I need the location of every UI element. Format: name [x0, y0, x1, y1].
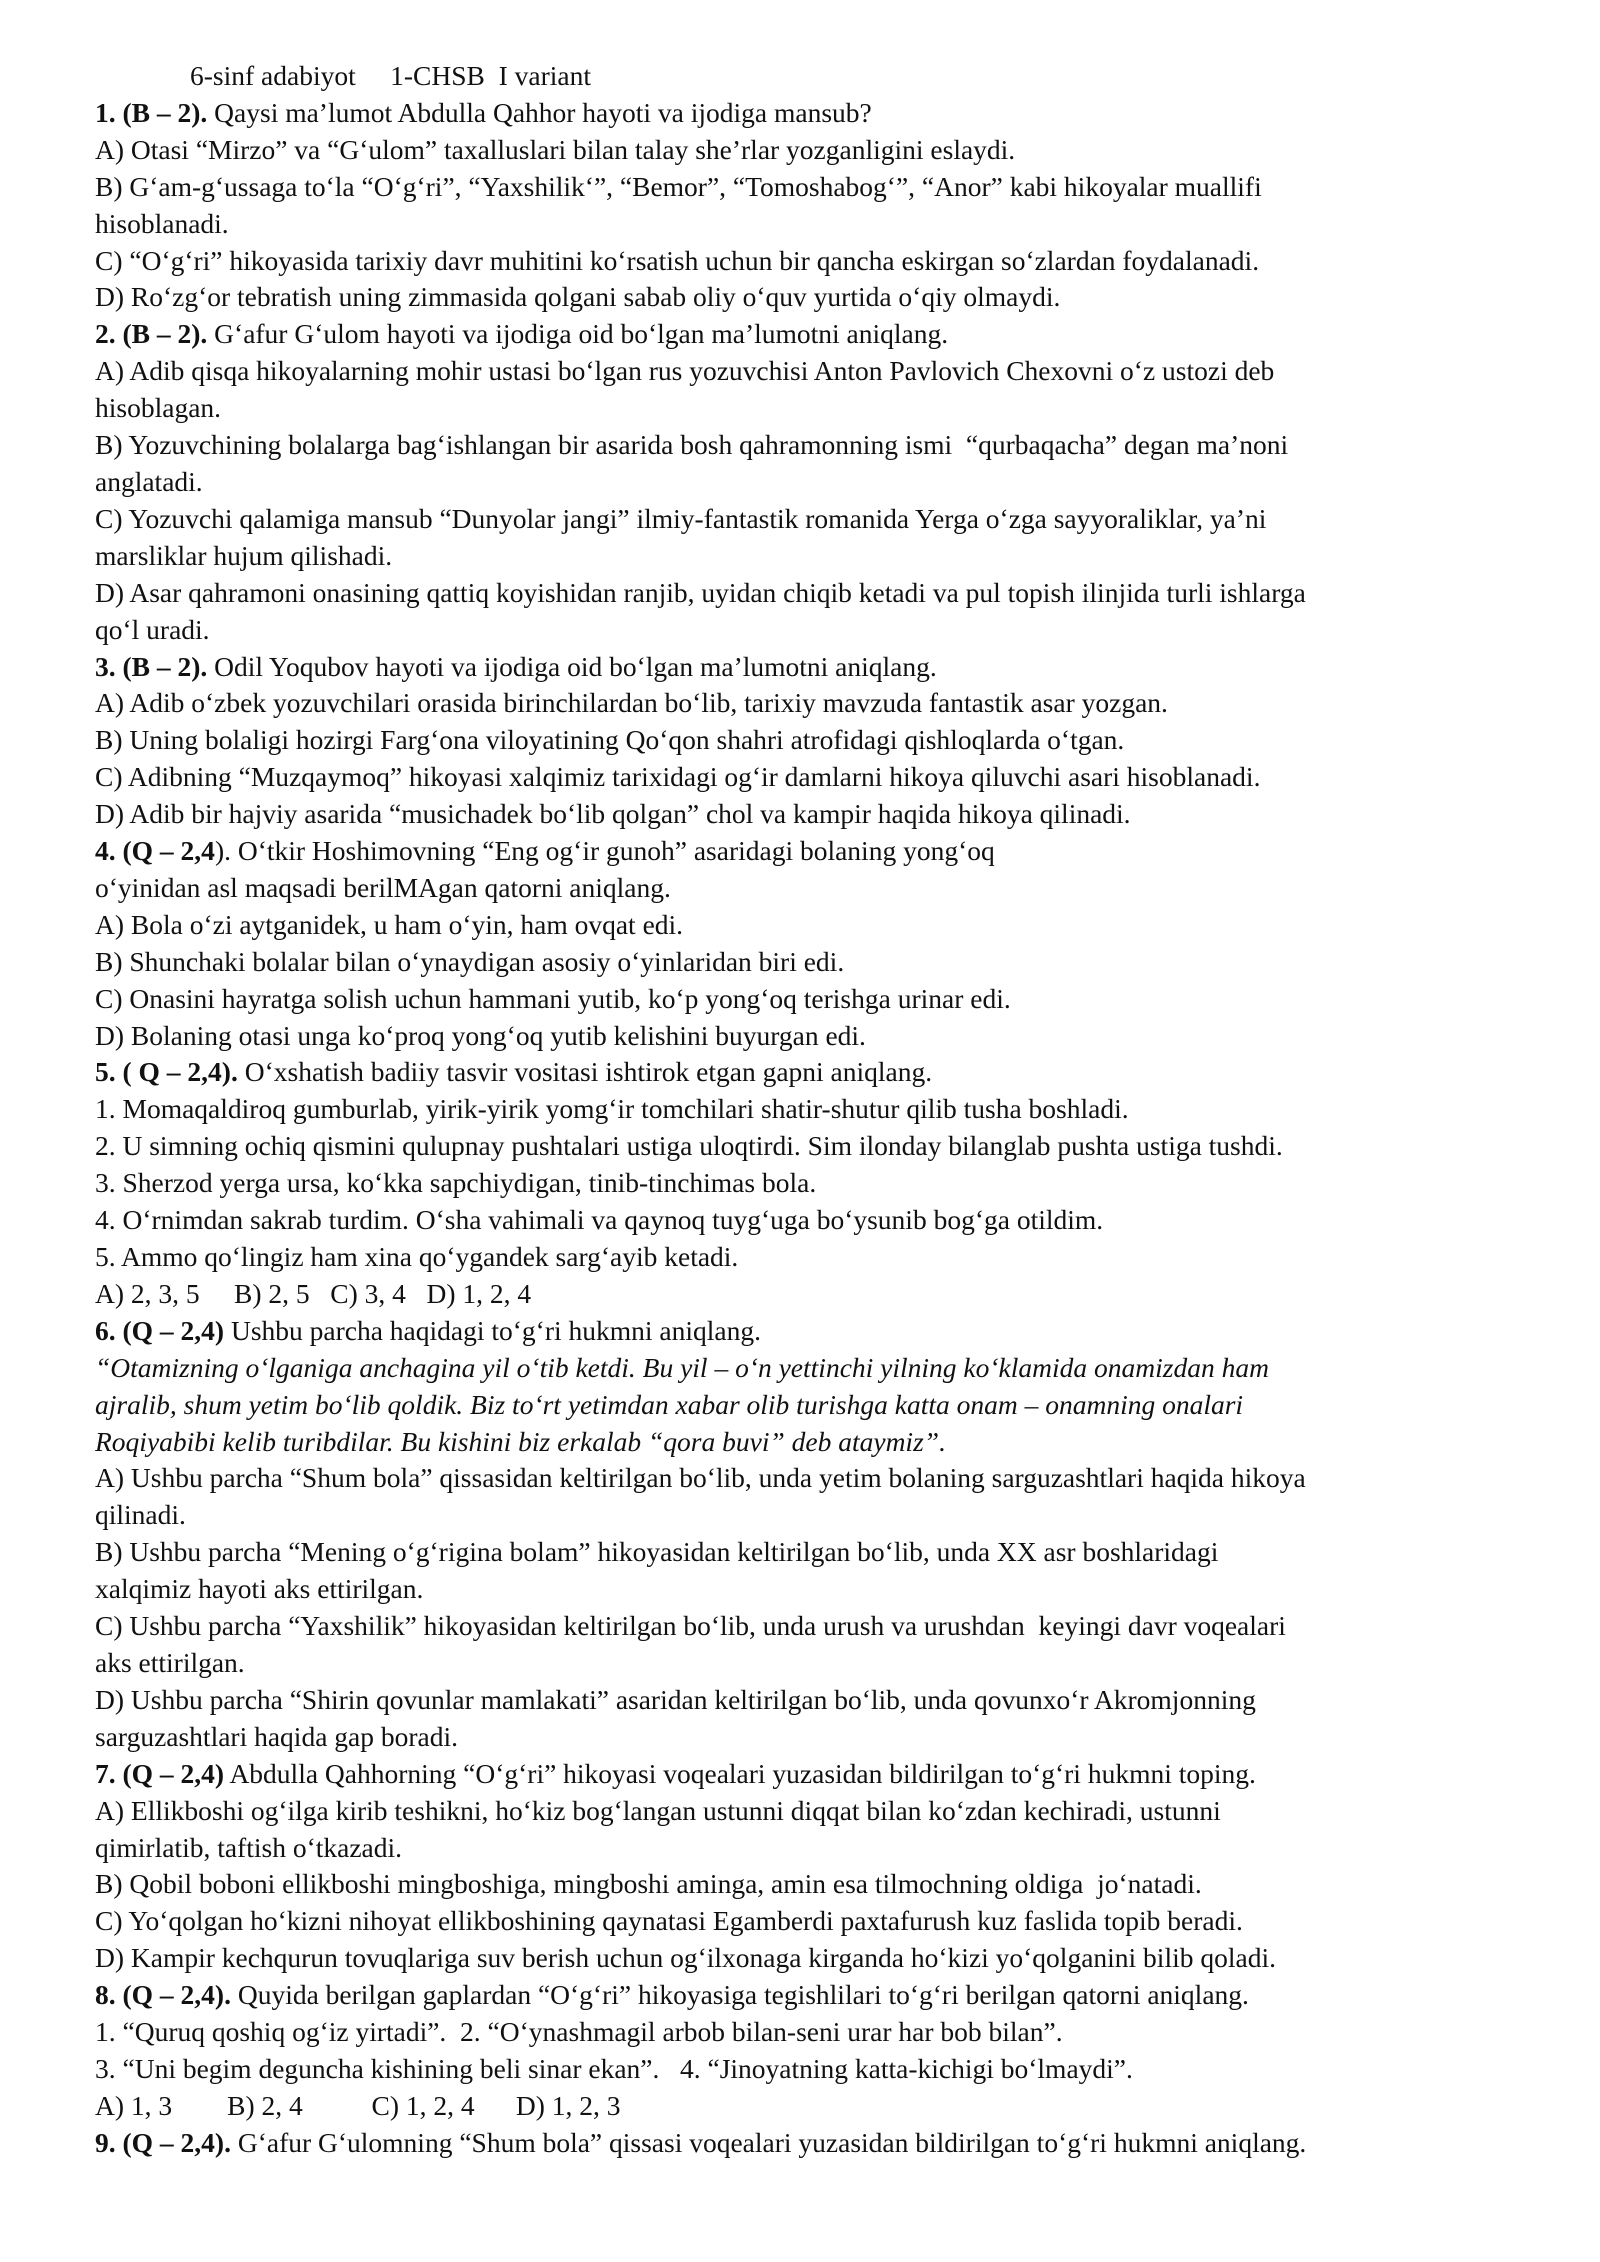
answer-option: D) Ro‘zg‘or tebratish uning zimmasida qolgani sabab oliy o‘quv yurtida o‘qiy olmaydi. [95, 281, 1061, 313]
answer-option: marsliklar hujum qilishadi. [95, 539, 393, 571]
question-text: ). O‘tkir Hoshimovning “Eng og‘ir gunoh” asaridagi bolaning yong‘oq [214, 835, 995, 867]
answer-option: A) Ushbu parcha “Shum bola” qissasidan keltirilgan bo‘lib, unda yetim bolaning sarguzashtlari haqida hikoya [95, 1462, 1306, 1494]
quote-line: “Otamizning o‘lganiga anchagina yil o‘tib ketdi. Bu yil – o‘n yettinchi yilning ko‘klamida onamizdan ham [95, 1351, 1269, 1383]
question-5 [95, 1054, 1545, 1312]
quote-line: Roqiyabibi kelib turibdilar. Bu kishini biz erkalab “qora buvi” deb ataymiz”. [95, 1425, 946, 1457]
question-text: Abdulla Qahhorning “O‘g‘ri” hikoyasi voqealari yuzasidan bildirilgan to‘g‘ri hukmni toping. [224, 1757, 1256, 1789]
answer-option: B) Yozuvchining bolalarga bag‘ishlangan bir asarida bosh qahramonning ismi “qurbaqacha” degan ma’noni [95, 429, 1289, 461]
question-stem [95, 2125, 1545, 2162]
question-number: 8. (Q – 2,4). [95, 1979, 231, 2011]
question-3 [95, 649, 1545, 834]
answer-option: A) Otasi “Mirzo” va “G‘ulom” taxalluslari bilan talay she’rlar yozganligini eslaydi. [95, 133, 1016, 165]
answer-option: sarguzashtlari haqida gap boradi. [95, 1720, 458, 1752]
answer-option: C) Ushbu parcha “Yaxshilik” hikoyasidan keltirilgan bo‘lib, unda urush va urushdan keyingi davr voqealari [95, 1610, 1286, 1642]
numbered-sentence: 2. U simning ochiq qismini qulupnay pushtalari ustiga uloqtirdi. Sim ilonday bilanglab pushta ustiga tushdi. [95, 1130, 1283, 1162]
answer-option: C) Adibning “Muzqaymoq” hikoyasi xalqimiz tarixidagi og‘ir damlarni hikoya qiluvchi asari hisoblanadi. [95, 761, 1261, 793]
answer-option: A) Adib qisqa hikoyalarning mohir ustasi bo‘lgan rus yozuvchisi Anton Pavlovich Chexovni o‘z ustozi deb [95, 355, 1275, 387]
answer-option: aks ettirilgan. [95, 1646, 245, 1678]
answer-option: B) Qobil boboni ellikboshi mingboshiga, mingboshi aminga, amin esa tilmochning oldiga jo‘natadi. [95, 1868, 1202, 1900]
answer-option: D) Kampir kechqurun tovuqlariga suv berish uchun og‘ilxonaga kirganda ho‘kizi yo‘qolganini bilib qoladi. [95, 1942, 1276, 1974]
answer-option: C) Yozuvchi qalamiga mansub “Dunyolar jangi” ilmiy-fantastik romanida Yerga o‘zga sayyoraliklar, ya’ni [95, 502, 1267, 534]
answer-option: D) Ushbu parcha “Shirin qovunlar mamlakati” asaridan keltirilgan bo‘lib, unda qovunxo‘r Akromjonning [95, 1683, 1256, 1715]
question-text: Odil Yoqubov hayoti va ijodiga oid bo‘lgan ma’lumotni aniqlang. [207, 650, 937, 682]
heading-variant: I variant [498, 60, 591, 91]
question-stem [95, 95, 1545, 132]
answer-option: A) Ellikboshi og‘ilga kirib teshikni, ho‘kiz bog‘langan ustunni diqqat bilan ko‘zdan kechiradi, ustunni [95, 1794, 1221, 1826]
question-2 [95, 316, 1545, 648]
numbered-sentence: 3. Sherzod yerga ursa, ko‘kka sapchiydigan, tinib-tinchimas bola. [95, 1167, 817, 1199]
question-number: 5. ( Q – 2,4). [95, 1056, 238, 1088]
question-stem [95, 1756, 1545, 1793]
question-stem [95, 1313, 1545, 1350]
question-stem [95, 1977, 1545, 2014]
answer-option: C) Yo‘qolgan ho‘kizni nihoyat ellikboshining qaynatasi Egamberdi paxtafurush kuz faslida topib beradi. [95, 1905, 1243, 1937]
question-number: 1. (B – 2). [95, 96, 208, 128]
answer-option: C) Onasini hayratga solish uchun hammani yutib, ko‘p yong‘oq terishga urinar edi. [95, 982, 1011, 1014]
answer-option: hisoblanadi. [95, 207, 229, 239]
question-text: G‘afur G‘ulomning “Shum bola” qissasi voqealari yuzasidan bildirilgan to‘g‘ri hukmni aniqlang. [230, 2126, 1307, 2158]
quote-line: ajralib, shum yetim bo‘lib qoldik. Biz to‘rt yetimdan xabar olib turishga katta onam – onamning onalari [95, 1388, 1244, 1420]
question-text: Qaysi ma’lumot Abdulla Qahhor hayoti va ijodiga mansub? [207, 96, 872, 128]
answer-option: D) Adib bir hajviy asarida “musichadek bo‘lib qolgan” chol va kampir haqida hikoya qilinadi. [95, 798, 1131, 830]
question-text: Ushbu parcha haqidagi to‘g‘ri hukmni aniqlang. [224, 1314, 761, 1346]
question-7 [95, 1756, 1545, 1977]
question-4 [95, 833, 1545, 1054]
answer-option: qimirlatib, taftish o‘tkazadi. [95, 1831, 402, 1863]
question-text: O‘xshatish badiiy tasvir vositasi ishtirok etgan gapni aniqlang. [237, 1056, 933, 1088]
heading-test: 1-CHSB [390, 60, 485, 91]
answer-option: qilinadi. [95, 1499, 186, 1531]
question-number: 4. (Q – 2,4 [95, 835, 215, 867]
answer-option: C) “O‘g‘ri” hikoyasida tarixiy davr muhitini ko‘rsatish uchun bir qancha eskirgan so‘zlardan foydalanadi. [95, 244, 1260, 276]
answer-option: B) Ushbu parcha “Mening o‘g‘rigina bolam” hikoyasidan keltirilgan bo‘lib, unda XX asr boshlaridagi [95, 1536, 1219, 1568]
answer-option: A) Bola o‘zi aytganidek, u ham o‘yin, ham ovqat edi. [95, 908, 684, 940]
numbered-sentence: 1. “Quruq qoshiq og‘iz yirtadi”. 2. “O‘ynashmagil arbob bilan-seni urar har bob bilan”. [95, 2016, 1063, 2048]
numbered-sentence: 4. O‘rnimdan sakrab turdim. O‘sha vahimali va qaynoq tuyg‘uga bo‘ysunib bog‘ga otildim. [95, 1204, 1104, 1236]
answer-option: D) Bolaning otasi unga ko‘proq yong‘oq yutib kelishini buyurgan edi. [95, 1019, 866, 1051]
answer-option: hisoblagan. [95, 392, 222, 424]
answer-option: A) Adib o‘zbek yozuvchilari orasida birinchilardan bo‘lib, tarixiy mavzuda fantastik asar yozgan. [95, 687, 1168, 719]
question-9 [95, 2125, 1545, 2162]
answer-option: xalqimiz hayoti aks ettirilgan. [95, 1573, 424, 1605]
question-text-continued: o‘yinidan asl maqsadi berilMAgan qatorni aniqlang. [95, 871, 671, 903]
question-number: 7. (Q – 2,4) [95, 1757, 225, 1789]
question-stem [95, 649, 1545, 686]
question-number: 2. (B – 2). [95, 318, 208, 350]
answer-option: B) Shunchaki bolalar bilan o‘ynaydigan asosiy o‘yinlaridan biri edi. [95, 945, 845, 977]
question-stem [95, 833, 1545, 870]
document-heading [95, 58, 1545, 95]
question-stem [95, 1054, 1545, 1091]
question-6 [95, 1313, 1545, 1756]
answer-option: qo‘l uradi. [95, 613, 210, 645]
question-text: G‘afur G‘ulom hayoti va ijodiga oid bo‘lgan ma’lumotni aniqlang. [207, 318, 949, 350]
answer-option: B) G‘am-g‘ussaga to‘la “O‘g‘ri”, “Yaxshilik‘”, “Bemor”, “Tomoshabog‘”, “Anor” kabi hikoyalar muallifi [95, 170, 1262, 202]
answer-choices: A) 1, 3 B) 2, 4 C) 1, 2, 4 D) 1, 2, 3 [95, 2089, 621, 2121]
numbered-sentence: 1. Momaqaldiroq gumburlab, yirik-yirik yomg‘ir tomchilari shatir-shutur qilib tusha boshladi. [95, 1093, 1129, 1125]
document-page [95, 58, 1545, 2162]
question-number: 9. (Q – 2,4). [95, 2126, 231, 2158]
question-number: 6. (Q – 2,4) [95, 1314, 225, 1346]
question-text: Quyida berilgan gaplardan “O‘g‘ri” hikoyasiga tegishlilari to‘g‘ri berilgan qatorni aniqlang. [230, 1979, 1249, 2011]
answer-option: B) Uning bolaligi hozirgi Farg‘ona viloyatining Qo‘qon shahri atrofidagi qishloqlarda o‘tgan. [95, 724, 1125, 756]
question-8 [95, 1977, 1545, 2125]
answer-option: anglatadi. [95, 465, 203, 497]
numbered-sentence: 3. “Uni begim deguncha kishining beli sinar ekan”. 4. “Jinoyatning katta-kichigi bo‘lmaydi”. [95, 2052, 1133, 2084]
question-stem [95, 316, 1545, 353]
question-1 [95, 95, 1545, 316]
answer-option: D) Asar qahramoni onasining qattiq koyishidan ranjib, uyidan chiqib ketadi va pul topish ilinjida turli ishlarga [95, 576, 1306, 608]
heading-subject: 6-sinf adabiyot [190, 60, 356, 91]
numbered-sentence: 5. Ammo qo‘lingiz ham xina qo‘ygandek sarg‘ayib ketadi. [95, 1241, 739, 1272]
answer-choices: A) 2, 3, 5 B) 2, 5 C) 3, 4 D) 1, 2, 4 [95, 1277, 532, 1309]
question-number: 3. (B – 2). [95, 650, 208, 682]
